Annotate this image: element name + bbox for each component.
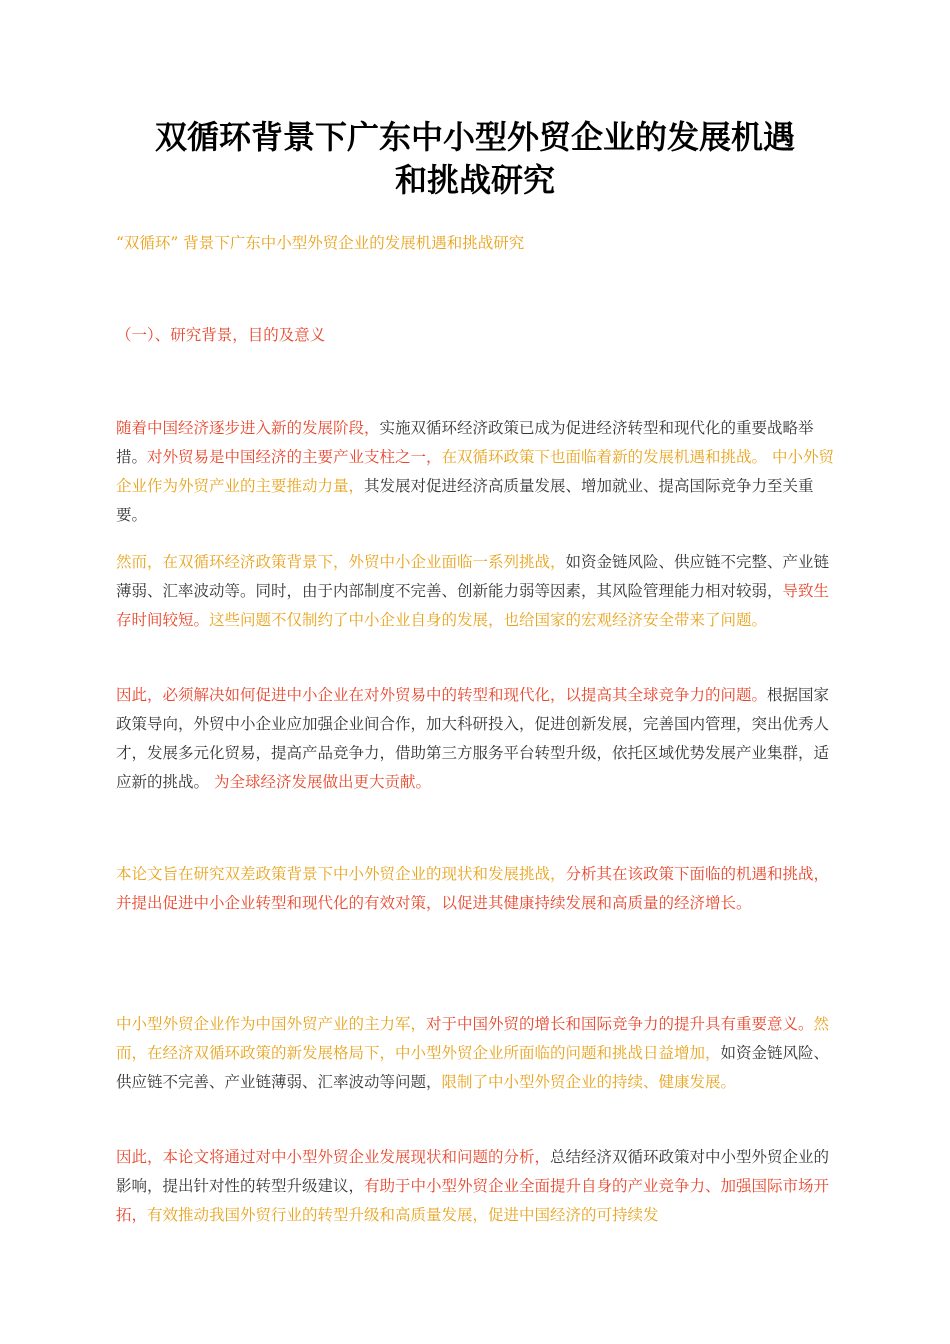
text-segment: 对于中国外贸的增长和国际竞争力的提升具有重要意义。 (426, 1015, 814, 1033)
text-segment: 随着中国经济逐步进入新的发展阶段， (116, 419, 380, 437)
text-segment: 对外贸易是中国经济的主要产业支柱之一， (147, 448, 442, 466)
document-title (100, 116, 850, 202)
text-segment: 然而，在双循环经济政策背景下，外贸中小企业面临一系列挑战， (116, 553, 566, 571)
text-segment: 这些问题不仅制约了中小企业自身的发展，也给国家的宏观经济安全带来了问题。 (209, 611, 768, 629)
text-segment: 总结经济双循环政策对中小型外贸企业的影响，提出针对性的转型升级建议， (116, 1148, 830, 1195)
text-segment: 如资金链风险、供应链不完善、产业链薄弱、汇率波动等问题， (116, 1044, 830, 1091)
paragraph-solutions (116, 681, 836, 797)
paragraph-purpose (116, 860, 836, 918)
text-segment: 根据国家政策导向，外贸中小企业应加强企业间合作，加大科研投入，促进创新发展，完善国内管理，突出优秀人才，发展多元化贸易，提高产品竞争力，借助第三方服务平台转型升级，依托区域优势发展产业集群，适应新的挑战。 (116, 686, 830, 791)
text-segment: 因此，本论文将通过对中小型外贸企业发展现状和问题的分析， (116, 1148, 551, 1166)
text-segment: 其发展对促进经济高质量发展、增加就业、提高国际竞争力至关重要。 (116, 477, 814, 524)
text-segment: 然而，在经济双循环政策的新发展格局下，中小型外贸企业所面临的问题和挑战日益增加， (116, 1015, 830, 1062)
text-segment: 导致生存时间较短。 (116, 582, 830, 629)
section-heading: （一）、研究背景，目的及意义 (116, 326, 326, 344)
title-line-1: 双循环背景下广东中小型外贸企业的发展机遇 (154, 118, 795, 156)
paragraph-background (116, 414, 836, 530)
paragraph-challenges (116, 548, 836, 635)
paragraph-significance (116, 1010, 836, 1097)
text-segment: 在双循环政策下也面临着新的发展机遇和挑战。 中小外贸企业作为外贸产业的主要推动力量， (116, 448, 834, 495)
text-segment: 限制了中小型外贸企业的持续、健康发展。 (441, 1073, 737, 1091)
text-segment: 如资金链风险、供应链不完整、产业链薄弱、汇率波动等。同时，由于内部制度不完善、创新能力弱等因素，其风险管理能力相对较弱， (116, 553, 830, 600)
text-segment: 有效推动我国外贸行业的转型升级和高质量发展，促进中国经济的可持续发 (147, 1206, 659, 1224)
document-subtitle: “双循环” 背景下广东中小型外贸企业的发展机遇和挑战研究 (116, 234, 525, 252)
text-segment: 分析其在该政策下面临的机遇和挑战，并提出促进中小企业转型和现代化的有效对策，以促进其健康持续发展和高质量的经济增长。 (116, 865, 830, 912)
text-segment: 为全球经济发展做出更大贡献。 (213, 773, 431, 791)
text-segment: 有助于中小型外贸企业全面提升自身的产业竞争力、加强国际市场开拓， (116, 1177, 830, 1224)
text-segment: 中小型外贸企业作为中国外贸产业的主力军， (116, 1015, 427, 1033)
text-segment: 本论文旨在研究双差政策背景下中小外贸企业的现状和发展挑战， (116, 865, 566, 883)
text-segment: 实施双循环经济政策已成为促进经济转型和现代化的重要战略举措。 (116, 419, 814, 466)
text-segment: 因此，必须解决如何促进中小企业在对外贸易中的转型和现代化，以提高其全球竞争力的问题。 (116, 686, 768, 704)
title-line-2: 和挑战研究 (394, 161, 555, 199)
paragraph-conclusion (116, 1143, 836, 1230)
